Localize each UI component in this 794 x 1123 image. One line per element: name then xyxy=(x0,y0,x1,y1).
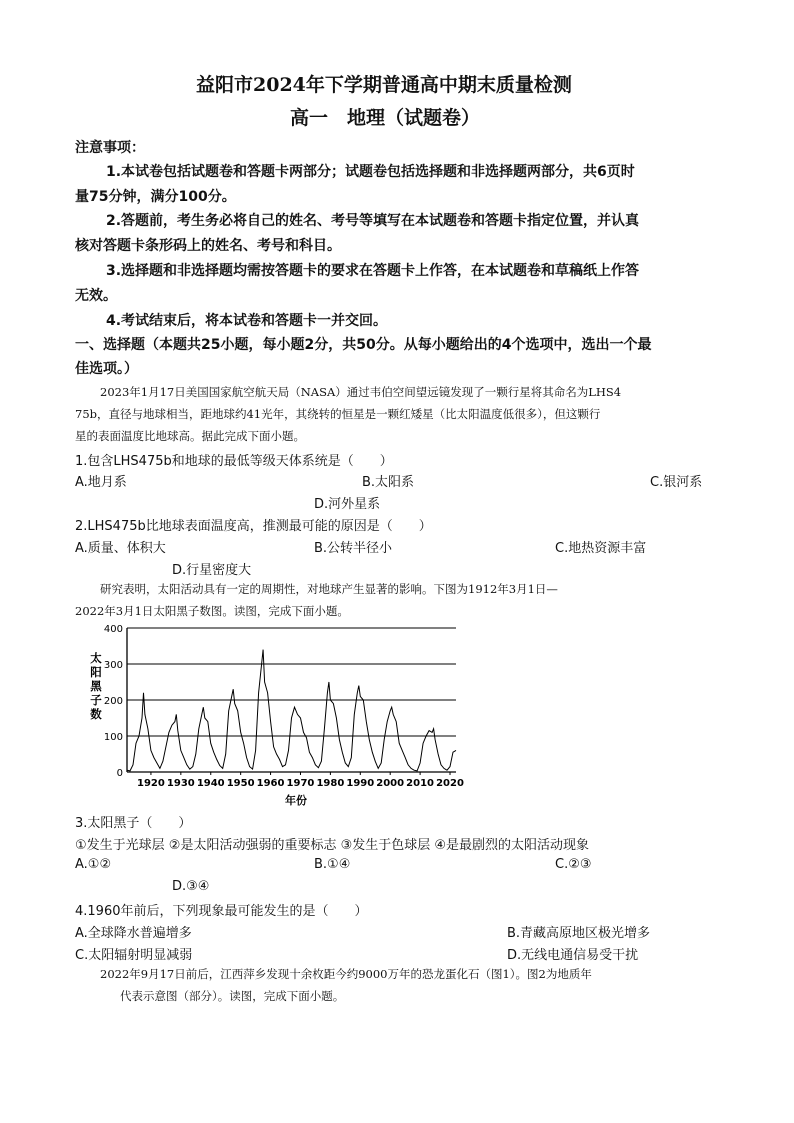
notice-item-3-line-2: 无效。 xyxy=(75,288,117,304)
question-2-option-a: A.质量、体积大 xyxy=(75,541,166,556)
x-tick-label: 1940 xyxy=(196,778,225,789)
passage-3-line-2: 代表示意图（部分）。读图，完成下面小题。 xyxy=(120,989,345,1003)
notice-item-1-line-2: 量75分钟，满分100分。 xyxy=(75,189,236,205)
section-heading-line-2: 佳选项。） xyxy=(75,361,138,377)
y-tick-label: 0 xyxy=(116,768,123,779)
y-tick-label: 200 xyxy=(103,696,123,707)
notice-item-1-line-1: 1.本试卷包括试题卷和答题卡两部分；试题卷包括选择题和非选择题两部分，共6页时 xyxy=(106,164,635,180)
y-tick-label: 100 xyxy=(103,732,123,743)
question-1-option-b: B.太阳系 xyxy=(362,475,415,490)
notice-item-2-line-1: 2.答题前，考生务必将自己的姓名、考号等填写在本试题卷和答题卡指定位置，并认真 xyxy=(106,213,640,229)
question-3-items: ①发生于光球层 ②是太阳活动强弱的重要标志 ③发生于色球层 ④是最剧烈的太阳活动现象 xyxy=(75,838,590,853)
x-tick-label: 1970 xyxy=(286,778,315,789)
x-tick-label: 1920 xyxy=(137,778,165,789)
question-2-option-c: C.地热资源丰富 xyxy=(555,541,647,556)
page-subtitle: 高一 地理（试题卷） xyxy=(290,107,481,129)
passage-2-line-1: 研究表明，太阳活动具有一定的周期性，对地球产生显著的影响。下图为1912年3月1日— xyxy=(100,582,558,596)
x-tick-label: 2020 xyxy=(436,778,464,789)
passage-1-line-3: 星的表面温度比地球高。据此完成下面小题。 xyxy=(75,429,305,443)
question-1-option-d: D.河外星系 xyxy=(314,497,381,512)
passage-1-line-1: 2023年1月17日美国国家航空航天局（NASA）通过韦伯空间望远镜发现了一颗行星将其命名为LHS4 xyxy=(100,385,622,399)
x-tick-label: 2010 xyxy=(406,778,435,789)
x-tick-label: 1960 xyxy=(256,778,285,789)
notice-item-3-line-1: 3.选择题和非选择题均需按答题卡的要求在答题卡上作答，在本试题卷和草稿纸上作答 xyxy=(106,263,640,279)
question-4-option-c: C.太阳辐射明显减弱 xyxy=(75,948,193,963)
x-tick-label: 1980 xyxy=(316,778,345,789)
question-3-option-d: D.③④ xyxy=(172,879,210,894)
question-1-stem: 1.包含LHS475b和地球的最低等级天体系统是（ ） xyxy=(75,454,393,469)
question-4-stem: 4.1960年前后，下列现象最可能发生的是（ ） xyxy=(75,904,368,919)
question-3-option-b: B.①④ xyxy=(314,857,351,872)
x-tick-label: 1990 xyxy=(346,778,375,789)
sunspot-chart xyxy=(78,622,478,807)
y-tick-label: 300 xyxy=(103,660,123,671)
question-3-stem: 3.太阳黑子（ ） xyxy=(75,816,192,831)
notice-heading: 注意事项： xyxy=(75,140,145,156)
question-2-stem: 2.LHS475b比地球表面温度高，推测最可能的原因是（ ） xyxy=(75,519,432,534)
passage-2-line-2: 2022年3月1日太阳黑子数图。读图，完成下面小题。 xyxy=(75,604,349,618)
question-4-option-d: D.无线电通信易受干扰 xyxy=(507,948,639,963)
passage-1-line-2: 75b，直径与地球相当，距地球约41光年，其绕转的恒星是一颗红矮星（比太阳温度低很多），但这颗行 xyxy=(75,407,601,421)
notice-item-4: 4.考试结束后，将本试卷和答题卡一并交回。 xyxy=(106,313,388,329)
x-tick-label: 2000 xyxy=(376,778,405,789)
page-title: 益阳市2024年下学期普通高中期末质量检测 xyxy=(196,74,572,96)
x-axis-title: 年份 xyxy=(285,794,307,807)
y-tick-label: 400 xyxy=(103,624,123,635)
question-2-option-d: D.行星密度大 xyxy=(172,563,252,578)
sunspot-series-line xyxy=(127,650,456,771)
section-heading-line-1: 一、选择题（本题共25小题，每小题2分，共50分。从每小题给出的4个选项中，选出一个最 xyxy=(75,337,652,353)
question-3-option-a: A.①② xyxy=(75,857,112,872)
y-axis-title: 太阳黑子数 xyxy=(90,651,102,721)
question-1-option-a: A.地月系 xyxy=(75,475,127,490)
passage-3-line-1: 2022年9月17日前后，江西萍乡发现十余枚距今约9000万年的恐龙蛋化石（图1）。图2为地质年 xyxy=(100,967,592,981)
x-tick-label: 1930 xyxy=(166,778,195,789)
question-4-option-a: A.全球降水普遍增多 xyxy=(75,926,192,941)
x-tick-label: 1950 xyxy=(226,778,255,789)
question-1-option-c: C.银河系 xyxy=(650,475,703,490)
question-2-option-b: B.公转半径小 xyxy=(314,541,393,556)
question-4-option-b: B.青藏高原地区极光增多 xyxy=(507,926,651,941)
notice-item-2-line-2: 核对答题卡条形码上的姓名、考号和科目。 xyxy=(75,238,341,254)
question-3-option-c: C.②③ xyxy=(555,857,592,872)
